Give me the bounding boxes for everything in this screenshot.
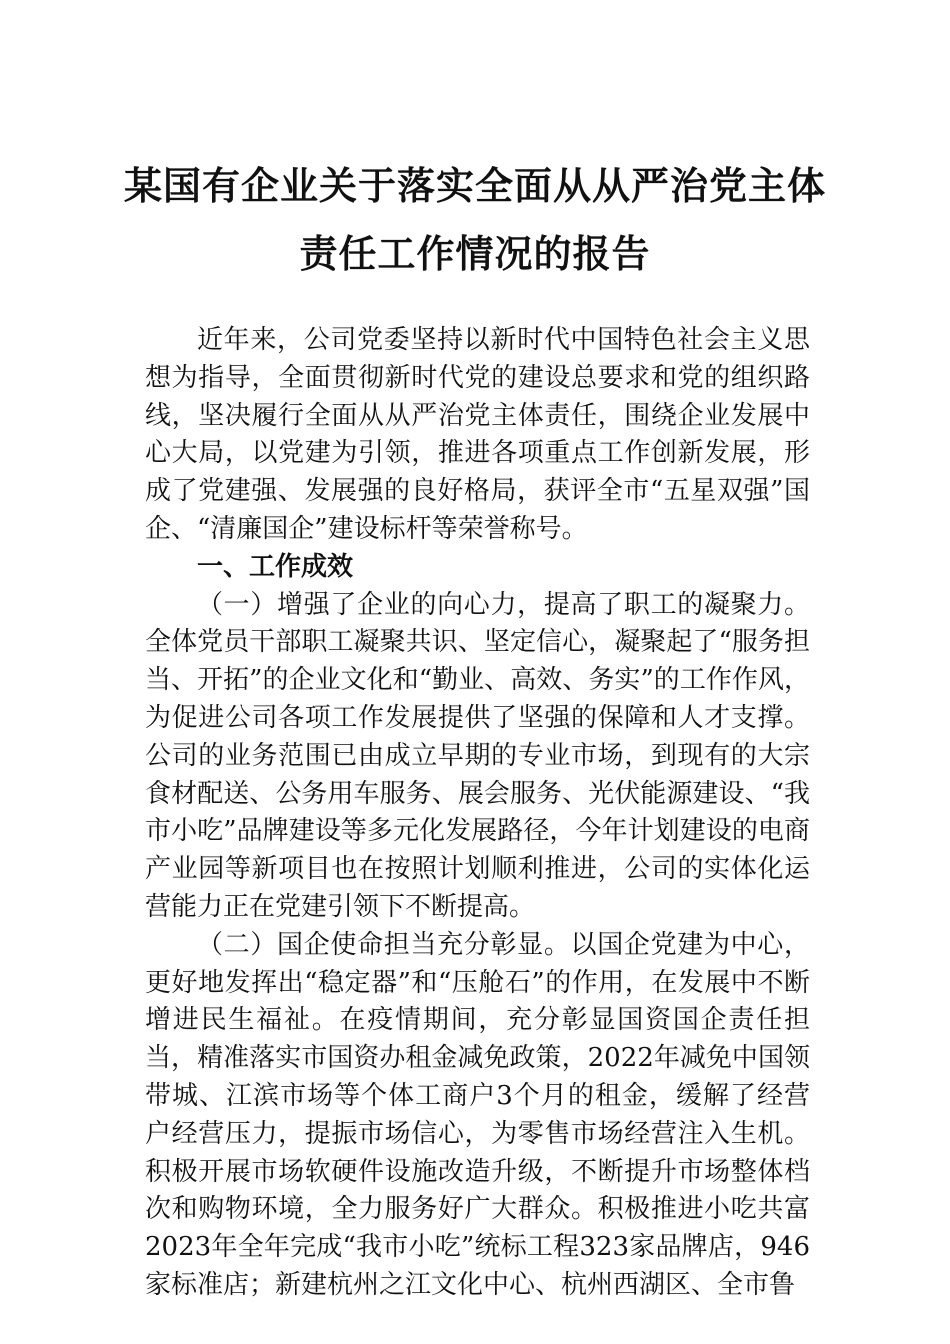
section-heading-1: 一、工作成效 xyxy=(197,551,354,582)
document-title-line-2: 责任工作情况的报告 xyxy=(299,231,651,276)
paragraph-achievement-1: （一）增强了企业的向心力，提高了职工的凝聚力。全体党员干部职工凝聚共识、坚定信心，凝聚起了“服务担当、开拓”的企业文化和“勤业、高效、务实”的工作作风，为促进公司各项工作发展提供了坚强的保障和人才支撑。公司的业务范围已由成立早期的专业市场，到现有的大宗食材配送、公务用车服务、展会服务、光伏能源建设、“我市小吃”品牌建设等多元化发展路径，今年计划建设的电商产业园等新项目也在按照计划顺利推进，公司的实体化运营能力正在党建引领下不断提高。 xyxy=(145,589,810,922)
document-body xyxy=(145,322,810,1305)
document-title-line-1: 某国有企业关于落实全面从从严治党主体 xyxy=(123,163,826,208)
paragraph-achievement-2: （二）国企使命担当充分彰显。以国企党建为中心，更好地发挥出“稳定器”和“压舱石”的作用，在发展中不断增进民生福祉。在疫情期间，充分彰显国资国企责任担当，精准落实市国资办租金减免政策，2022年减免中国领带城、江滨市场等个体工商户3个月的租金，缓解了经营户经营压力，提振市场信心，为零售市场经营注入生机。积极开展市场软硬件设施改造升级，不断提升市场整体档次和购物环境，全力服务好广大群众。积极推进小吃共富2023年全年完成“我市小吃”统标工程323家品牌店，946家标准店；新建杭州之江文化中心、杭州西湖区、全市鲁 xyxy=(145,929,810,1300)
intro-paragraph: 近年来，公司党委坚持以新时代中国特色社会主义思想为指导，全面贯彻新时代党的建设总要求和党的组织路线，坚决履行全面从从严治党主体责任，围绕企业发展中心大局，以党建为引领，推进各项重点工作创新发展，形成了党建强、发展强的良好格局，获评全市“五星双强”国企、“清廉国企”建设标杆等荣誉称号。 xyxy=(145,325,810,544)
